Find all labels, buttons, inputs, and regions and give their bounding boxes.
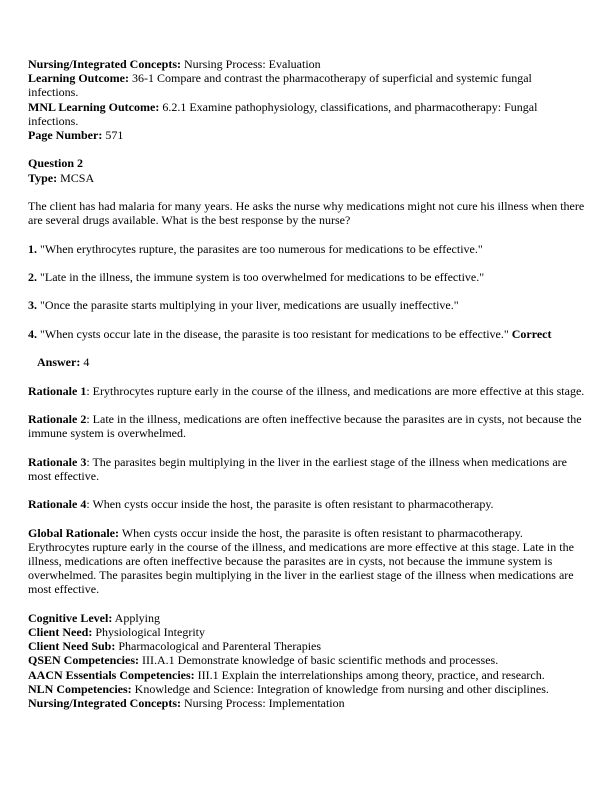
meta-line-qsen-competencies — [28, 653, 585, 667]
rationale-3 — [28, 455, 585, 483]
answer-option-1 — [28, 242, 585, 256]
global-rationale — [28, 526, 585, 597]
meta-value: Pharmacological and Parenteral Therapies — [118, 639, 322, 654]
question-metadata-top — [28, 57, 585, 142]
global-rationale-label: Global Rationale: — [28, 525, 120, 540]
meta-label: Nursing/Integrated Concepts: — [28, 57, 181, 71]
meta-line-client-need — [28, 625, 585, 639]
meta-line-nln-competencies — [28, 682, 585, 696]
meta-value: III.1 Explain the interrelationships among theory, practice, and research. — [197, 667, 545, 682]
question-metadata-bottom — [28, 611, 585, 710]
option-text: "When erythrocytes rupture, the parasites are too numerous for medications to be effective." — [40, 241, 483, 256]
answer-value: 4 — [83, 355, 90, 370]
answer-option-2 — [28, 270, 585, 284]
option-text: "When cysts occur late in the disease, the parasite is too resistant for medications to be effective." — [40, 326, 509, 341]
rationale-4 — [28, 497, 585, 511]
meta-value: Applying — [114, 610, 161, 625]
meta-label: AACN Essentials Competencies: — [28, 667, 195, 682]
meta-label: Client Need: — [28, 624, 93, 639]
meta-line-client-need-sub — [28, 639, 585, 653]
rationale-label: Rationale 2 — [28, 411, 87, 426]
meta-line-page-number — [28, 128, 585, 142]
meta-value: Nursing Process: Evaluation — [184, 57, 321, 71]
meta-label: NLN Competencies: — [28, 681, 132, 696]
meta-value: 6.2.1 Examine pathophysiology, classifications, and pharmacotherapy: Fungal infections. — [28, 99, 538, 128]
option-number: 3. — [28, 298, 37, 313]
meta-line-nursing-concepts — [28, 57, 585, 71]
meta-line-cognitive-level — [28, 611, 585, 625]
option-number: 1. — [28, 241, 37, 256]
option-number: 4. — [28, 326, 37, 341]
meta-label: MNL Learning Outcome: — [28, 99, 160, 114]
meta-value: III.A.1 Demonstrate knowledge of basic scientific methods and processes. — [142, 653, 499, 668]
meta-line-learning-outcome — [28, 71, 585, 99]
question-header — [28, 156, 585, 184]
meta-line-nursing-concepts-bottom — [28, 696, 585, 710]
meta-label: Learning Outcome: — [28, 71, 129, 86]
question-stem: The client has had malaria for many years. He asks the nurse why medications might not cure his illness when there are several drugs available. What is the best response by the nurse? — [28, 199, 585, 228]
global-rationale-text: When cysts occur inside the host, the parasite is often resistant to pharmacotherapy. Erythrocytes rupture early in the course of the illness, and medications are more effective at this stage. Late in the illness, medications are often ineffective because the parasites are in cysts, not because the immune system is overwhelmed. The parasites begin multiplying in the liver in the earliest stage of the illness when medications are most effective. — [28, 525, 574, 597]
option-number: 2. — [28, 269, 37, 284]
rationale-text: : When cysts occur inside the host, the parasite is often resistant to pharmacotherapy. — [86, 497, 494, 512]
rationale-text: : Erythrocytes rupture early in the course of the illness, and medications are more effective at this stage. — [86, 383, 585, 398]
option-text: "Once the parasite starts multiplying in your liver, medications are usually ineffective." — [40, 298, 459, 313]
answer-label: Answer: — [37, 355, 81, 370]
rationale-text: : Late in the illness, medications are often ineffective because the parasites are in cysts, not because the immune system is overwhelmed. — [28, 411, 582, 441]
rationale-2 — [28, 412, 585, 440]
page-content — [28, 57, 585, 724]
type-label: Type: — [28, 170, 58, 185]
rationale-1 — [28, 384, 585, 398]
option-text: "Late in the illness, the immune system is too overwhelmed for medications to be effective." — [40, 269, 485, 284]
meta-value: 36-1 Compare and contrast the pharmacotherapy of superficial and systemic fungal infections. — [28, 71, 532, 100]
rationale-text: : The parasites begin multiplying in the liver in the earliest stage of the illness when medications are most effective. — [28, 454, 567, 483]
meta-label: Client Need Sub: — [28, 639, 116, 654]
meta-value: Knowledge and Science: Integration of knowledge from nursing and other disciplines. — [134, 681, 549, 696]
rationale-label: Rationale 1 — [28, 383, 87, 398]
meta-label: QSEN Competencies: — [28, 653, 139, 668]
answer-line — [28, 355, 585, 369]
answer-option-4 — [28, 327, 585, 341]
question-type-line — [28, 171, 585, 185]
rationale-label: Rationale 3 — [28, 454, 87, 469]
meta-line-mnl-learning-outcome — [28, 100, 585, 128]
answer-option-3 — [28, 298, 585, 312]
meta-value: 571 — [105, 128, 124, 143]
question-title: Question 2 — [28, 156, 84, 171]
type-value: MCSA — [60, 170, 95, 185]
meta-line-aacn-competencies — [28, 668, 585, 682]
meta-value: Physiological Integrity — [95, 624, 205, 639]
meta-label: Nursing/Integrated Concepts: — [28, 695, 181, 710]
meta-value: Nursing Process: Implementation — [184, 695, 345, 710]
correct-marker: Correct — [511, 326, 552, 341]
rationale-label: Rationale 4 — [28, 497, 87, 512]
meta-label: Cognitive Level: — [28, 610, 113, 625]
meta-label: Page Number: — [28, 128, 103, 143]
